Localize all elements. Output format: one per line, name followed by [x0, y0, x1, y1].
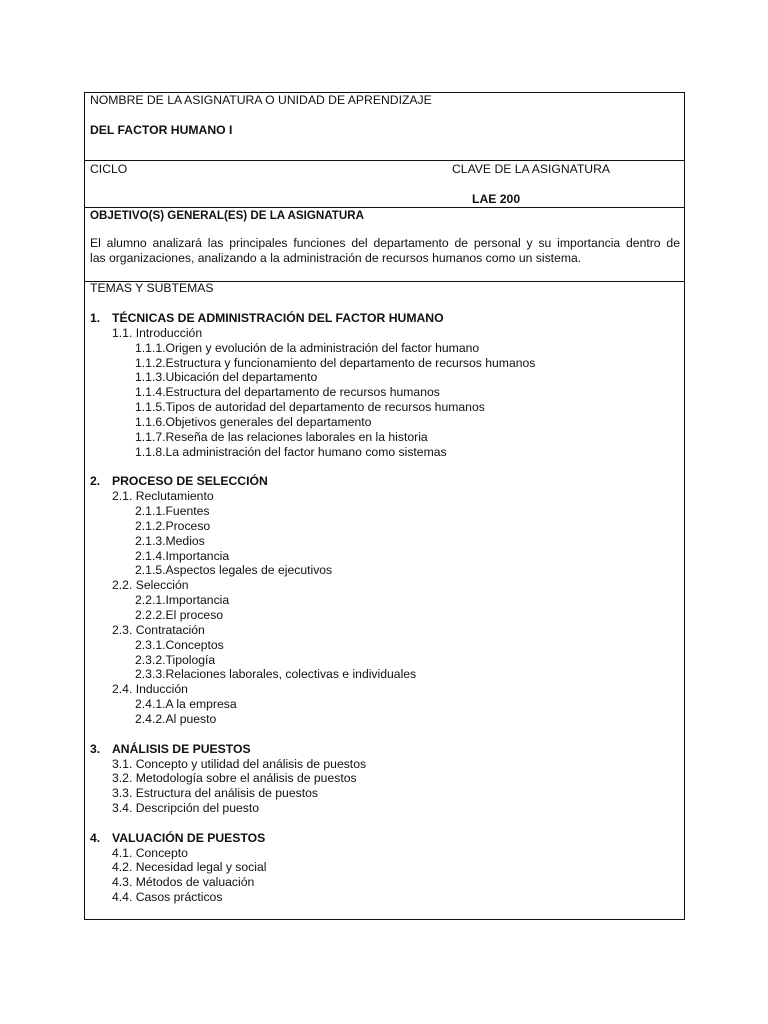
unit-number: 3.	[90, 741, 101, 756]
topic-item: 4.1. Concepto	[112, 845, 188, 860]
course-key-value: LAE 200	[472, 192, 521, 206]
unit-title: PROCESO DE SELECCIÓN	[112, 474, 268, 489]
topic-item: 2.1. Reclutamiento	[112, 489, 214, 504]
objective-label: OBJETIVO(S) GENERAL(ES) DE LA ASIGNATURA	[90, 209, 364, 222]
subtopic-item: 1.1.3.Ubicación del departamento	[135, 370, 318, 385]
subtopic-item: 2.1.4.Importancia	[135, 548, 230, 563]
topics-row	[85, 282, 684, 920]
subtopic-item: 1.1.5.Tipos de autoridad del departamento de recursos humanos	[135, 400, 485, 415]
topic-item: 3.3. Estructura del análisis de puestos	[112, 786, 318, 801]
subtopic-item: 1.1.2.Estructura y funcionamiento del departamento de recursos humanos	[135, 355, 536, 370]
course-name-row	[85, 93, 684, 161]
subtopic-item: 2.2.1.Importancia	[135, 593, 230, 608]
objective-row	[85, 208, 684, 282]
topics-list	[85, 282, 684, 920]
unit-title: ANÁLISIS DE PUESTOS	[112, 741, 251, 756]
topic-item: 3.4. Descripción del puesto	[112, 801, 260, 816]
subtopic-item: 2.3.3.Relaciones laborales, colectivas e individuales	[135, 667, 417, 682]
cycle-row	[85, 161, 684, 208]
subtopic-item: 2.4.1.A la empresa	[135, 697, 237, 712]
topic-item: 4.4. Casos prácticos	[112, 890, 223, 905]
topic-item: 4.2. Necesidad legal y social	[112, 860, 267, 875]
subtopic-item: 2.1.1.Fuentes	[135, 504, 210, 519]
subtopic-item: 1.1.6.Objetivos generales del departamento	[135, 414, 372, 429]
unit-number: 2.	[90, 474, 101, 489]
subtopic-item: 1.1.8.La administración del factor humano como sistemas	[135, 444, 447, 459]
unit-title: VALUACIÓN DE PUESTOS	[112, 830, 266, 845]
subtopic-item: 2.3.1.Conceptos	[135, 637, 224, 652]
topic-item: 2.3. Contratación	[112, 622, 205, 637]
subtopic-item: 1.1.4.Estructura del departamento de recursos humanos	[135, 385, 440, 400]
subtopic-item: 2.2.2.El proceso	[135, 608, 224, 622]
unit-number: 4.	[90, 830, 101, 845]
subtopic-item: 1.1.7.Reseña de las relaciones laborales en la historia	[135, 429, 428, 444]
topic-item: 1.1. Introducción	[112, 325, 203, 340]
syllabus-table	[84, 92, 685, 920]
unit-number: 1.	[90, 311, 101, 325]
course-name-label: NOMBRE DE LA ASIGNATURA O UNIDAD DE APRENDIZAJE	[90, 93, 432, 107]
objective-text-line-1: El alumno analizará las principales funciones del departamento de personal y su importancia dentro de	[90, 236, 680, 250]
subtopic-item: 2.4.2.Al puesto	[135, 711, 217, 726]
subtopic-item: 1.1.1.Origen y evolución de la administración del factor humano	[135, 340, 480, 355]
objective-text-line-2: las organizaciones, analizando a la administración de recursos humanos como un sistema.	[90, 251, 582, 265]
topics-label: TEMAS Y SUBTEMAS	[90, 281, 214, 295]
topic-item: 2.2. Selección	[112, 578, 189, 593]
topic-item: 2.4. Inducción	[112, 682, 188, 697]
subtopic-item: 2.1.2.Proceso	[135, 518, 211, 533]
topic-item: 3.2. Metodología sobre el análisis de puestos	[112, 771, 357, 786]
course-key-label: CLAVE DE LA ASIGNATURA	[452, 162, 611, 176]
course-name-value: DEL FACTOR HUMANO I	[90, 123, 233, 137]
unit-title: TÉCNICAS DE ADMINISTRACIÓN DEL FACTOR HUMANO	[112, 311, 444, 325]
subtopic-item: 2.1.5.Aspectos legales de ejecutivos	[135, 563, 333, 578]
subtopic-item: 2.3.2.Tipología	[135, 652, 216, 667]
cycle-label: CICLO	[90, 162, 128, 176]
topic-item: 3.1. Concepto y utilidad del análisis de puestos	[112, 756, 367, 771]
subtopic-item: 2.1.3.Medios	[135, 533, 205, 548]
topic-item: 4.3. Métodos de valuación	[112, 875, 255, 890]
